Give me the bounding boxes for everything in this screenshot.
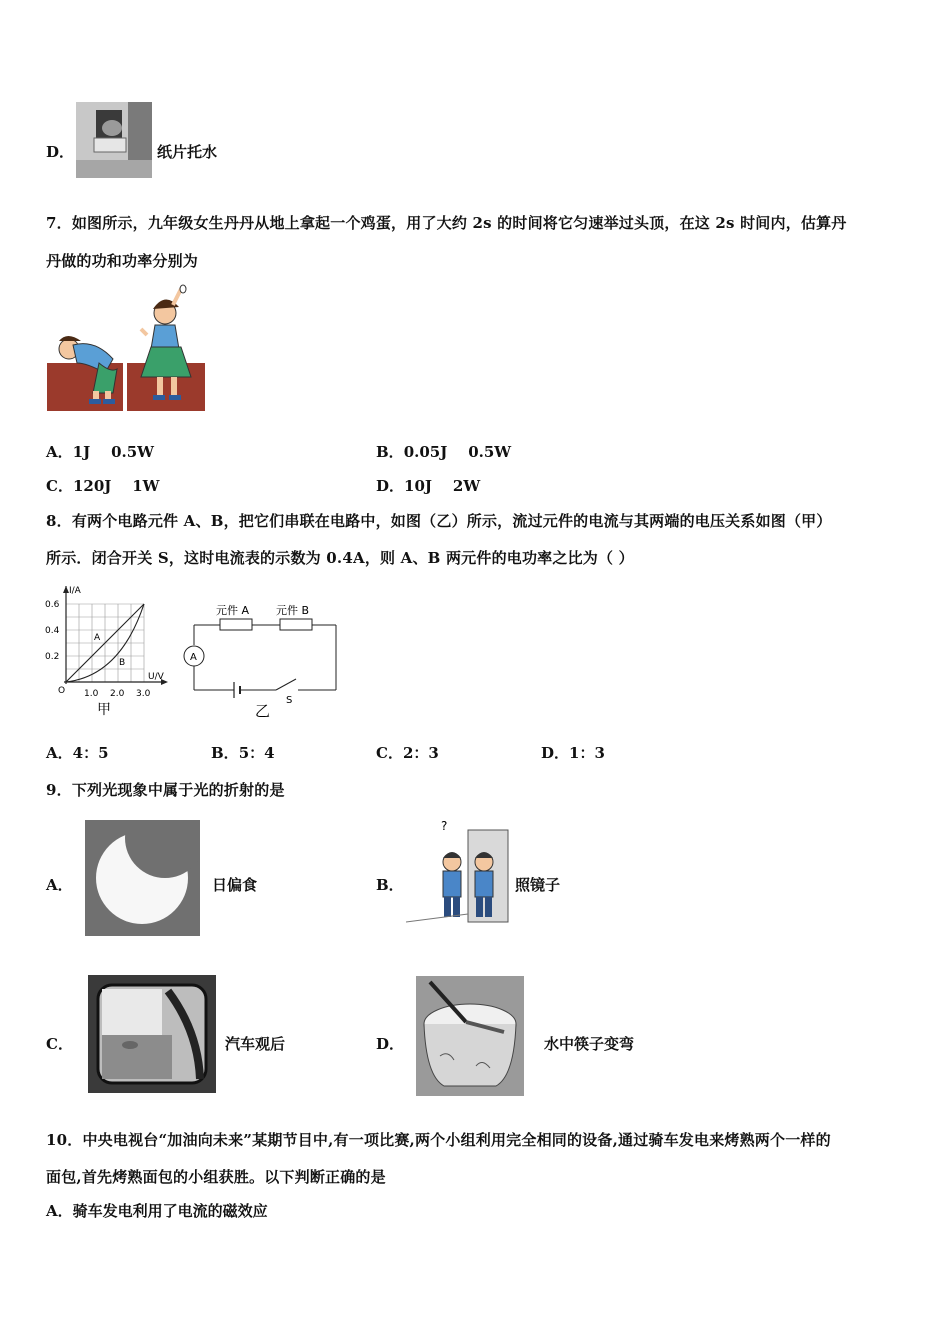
x-axis-label: U/V: [148, 672, 164, 682]
q8-option-a[interactable]: [46, 742, 109, 763]
q8-option-b-text: 5：4: [238, 744, 275, 762]
q10-option-a-text: 骑车发电利用了电流的磁效应: [72, 1202, 268, 1220]
car-rearview-mirror-photo: [88, 975, 216, 1093]
q8-option-d-text: 1：3: [569, 744, 605, 762]
q10-option-a[interactable]: [46, 1200, 268, 1221]
origin-label: O: [58, 686, 66, 696]
q8-option-c-label: C．: [376, 744, 403, 762]
q9-option-b-text: 照镜子: [515, 876, 561, 894]
q10-stem-line2: 面包,首先烤熟面包的小组获胜。以下判断正确的是: [46, 1168, 386, 1186]
x-tick-3: 3.0: [136, 689, 151, 699]
question-mark-label: ?: [441, 819, 448, 833]
circuit-caption: 乙: [255, 702, 271, 720]
mirror-boys-image: [406, 818, 511, 924]
q7-option-c-label: C．: [46, 477, 73, 495]
paper-holding-water-illustration: [76, 102, 152, 178]
q8-stem-line1: 8．有两个电路元件 A、B，把它们串联在电路中，如图（乙）所示，流过元件的电流与其两端的电压关系如图（甲）: [46, 512, 832, 530]
partial-solar-eclipse-photo: [85, 820, 200, 936]
curve-b-label: B: [119, 658, 126, 668]
q7-option-b-label: B．: [376, 443, 404, 461]
q8-option-b-label: B．: [211, 744, 239, 762]
x-tick-1: 1.0: [84, 689, 99, 699]
element-a-label: 元件 A: [216, 604, 250, 617]
q6-option-d-text: 纸片托水: [157, 143, 218, 161]
q8-option-d[interactable]: [541, 742, 605, 763]
q7-option-c[interactable]: [46, 475, 160, 496]
q10-option-a-label: A．: [46, 1202, 73, 1220]
q7-option-a-label: A．: [46, 443, 73, 461]
q9-option-b-label: B．: [376, 876, 404, 894]
q9-option-c-label: C．: [46, 1035, 73, 1053]
q7-option-d-label: D．: [376, 477, 405, 495]
q7-option-b-text: 0.05J 0.5W: [403, 443, 512, 461]
q7-option-b[interactable]: [376, 441, 511, 462]
y-tick-02: 0.2: [45, 652, 60, 662]
q7-option-a[interactable]: [46, 441, 154, 462]
y-tick-04: 0.4: [45, 626, 60, 636]
q7-stem-line1: 7．如图所示，九年级女生丹丹从地上拿起一个鸡蛋，用了大约 2s 的时间将它匀速举过头顶，在这 2s 时间内，估算丹: [46, 214, 847, 232]
q9-stem: 9．下列光现象中属于光的折射的是: [46, 781, 285, 799]
q9-option-a-text: 日偏食: [212, 876, 258, 894]
q9-option-c-text: 汽车观后: [225, 1035, 286, 1053]
x-tick-2: 2.0: [110, 689, 125, 699]
y-tick-06: 0.6: [45, 600, 60, 610]
bent-chopstick-in-water-photo: [416, 976, 524, 1096]
q7-option-c-text: 120J 1W: [72, 477, 160, 495]
q9-option-d-label: D．: [376, 1035, 405, 1053]
q6-option-d-label: D．: [46, 143, 75, 161]
curve-a-label: A: [94, 633, 101, 643]
switch-blade: [276, 679, 296, 690]
element-a-resistor: [220, 619, 252, 630]
paper-holding-water-photo: [76, 102, 152, 178]
y-axis-label: I/A: [69, 586, 81, 596]
q8-option-c[interactable]: [376, 742, 439, 763]
q9-option-a-label: A．: [46, 876, 73, 894]
iu-graph: [40, 580, 175, 720]
girl-lifting-egg-image: [47, 283, 205, 411]
switch-label: S: [286, 695, 293, 706]
q8-option-b[interactable]: [211, 742, 275, 763]
q7-option-d-text: 10J 2W: [404, 477, 481, 495]
q7-option-d[interactable]: [376, 475, 480, 496]
ammeter-label: A: [190, 652, 197, 663]
q8-option-a-text: 4：5: [72, 744, 109, 762]
q8-option-c-text: 2：3: [402, 744, 439, 762]
circuit-diagram: [180, 595, 345, 720]
graph-caption: 甲: [97, 702, 111, 718]
element-b-resistor: [280, 619, 312, 630]
q10-stem-line1: 10．中央电视台“加油向未来”某期节目中,有一项比赛,两个小组利用完全相同的设备,通过骑车发电来烤熟两个一样的: [46, 1131, 831, 1149]
element-b-label: 元件 B: [276, 604, 310, 617]
q7-option-a-text: 1J 0.5W: [72, 443, 155, 461]
q9-option-d-text: 水中筷子变弯: [544, 1035, 635, 1053]
q8-option-d-label: D．: [541, 744, 570, 762]
q7-stem-line2: 丹做的功和功率分别为: [46, 252, 199, 270]
q8-option-a-label: A．: [46, 744, 73, 762]
q8-stem-line2: 所示．闭合开关 S，这时电流表的示数为 0.4A，则 A、B 两元件的电功率之比为（ ）: [46, 549, 634, 567]
